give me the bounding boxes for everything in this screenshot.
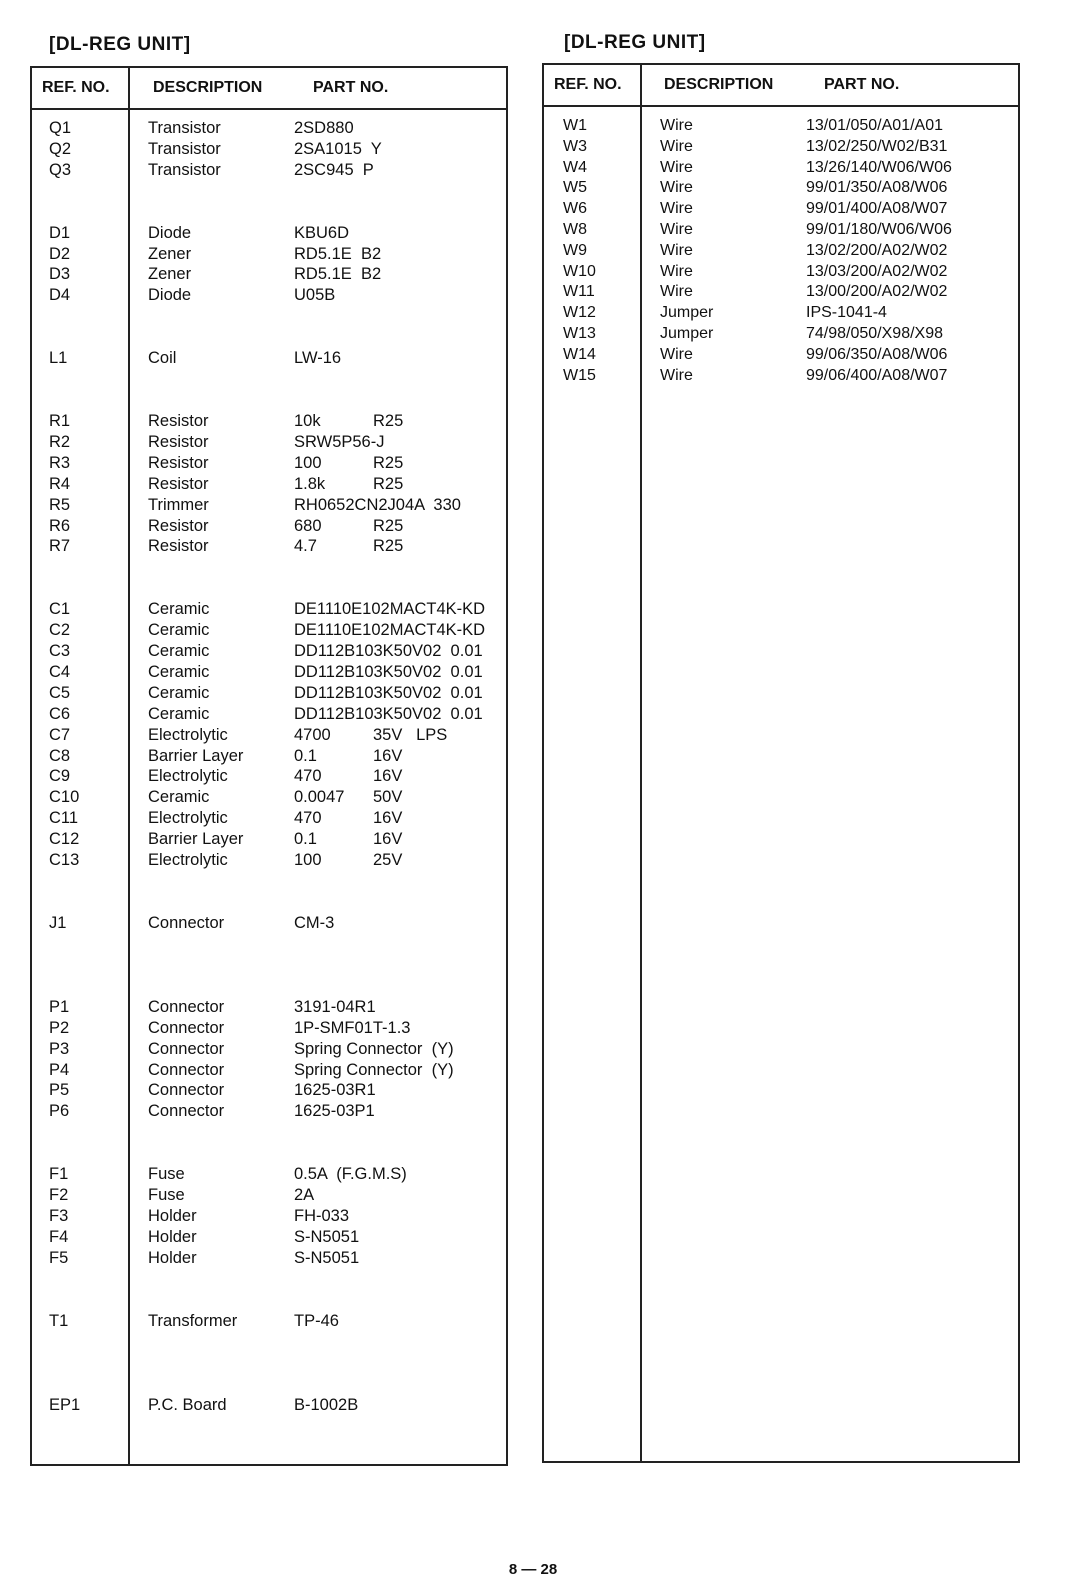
part-no-cell: 13/00/200/A02/W02 [806, 283, 948, 301]
ref-no-cell: R5 [49, 495, 71, 514]
table-header [544, 65, 1018, 107]
part-no-cell: TP-46 [294, 1311, 339, 1330]
description-cell: Wire [660, 345, 693, 363]
part-no-cell: DD112B103K50V02 0.01 [294, 704, 483, 723]
ref-no-cell: J1 [49, 913, 67, 932]
part-rating-cell: R25 [373, 412, 404, 431]
part-no-cell: 99/06/350/A08/W06 [806, 345, 948, 363]
right-table-body [544, 117, 1018, 387]
description-cell: Wire [660, 241, 693, 259]
ref-no-cell: Q1 [49, 119, 72, 137]
group-spacer [32, 872, 506, 914]
part-no-cell: 1625-03P1 [294, 1102, 375, 1121]
group-spacer [32, 1333, 506, 1396]
description-cell: Diode [148, 223, 192, 242]
table-row [32, 1396, 506, 1417]
part-no-cell: 0.1 [294, 830, 317, 849]
description-cell: Electrolytic [148, 809, 228, 828]
ref-no-cell: R3 [49, 453, 71, 472]
ref-no-cell: C4 [49, 663, 71, 682]
table-row [32, 851, 506, 872]
group-spacer [32, 182, 506, 224]
description-cell: Zener [148, 265, 192, 284]
table-row [32, 600, 506, 621]
part-no-cell: 4700 [294, 725, 331, 744]
description-cell: Electrolytic [148, 725, 228, 744]
description-cell: P.C. Board [148, 1395, 227, 1414]
group-spacer [32, 307, 506, 349]
description-cell: Connector [148, 1039, 225, 1058]
description-cell: Resistor [148, 537, 209, 556]
description-cell: Wire [660, 117, 693, 134]
group-spacer [32, 370, 506, 412]
part-no-cell: RD5.1E B2 [294, 265, 382, 284]
ref-no-cell: W13 [563, 324, 596, 342]
ref-no-cell: W10 [563, 262, 596, 280]
ref-no-cell: D1 [49, 223, 71, 242]
table-row [32, 1081, 506, 1102]
ref-no-cell: P3 [49, 1039, 70, 1058]
left-parts-table [30, 66, 508, 1466]
part-no-cell: KBU6D [294, 223, 350, 242]
table-row [32, 1102, 506, 1123]
table-row [32, 767, 506, 788]
ref-no-cell: F5 [49, 1248, 69, 1267]
ref-no-cell: W1 [563, 117, 587, 134]
ref-no-cell: R2 [49, 433, 71, 452]
description-cell: Transformer [148, 1311, 238, 1330]
left-unit-title: [DL-REG UNIT] [49, 34, 191, 55]
part-rating-cell: 16V [373, 746, 403, 765]
part-no-cell: 0.5A (F.G.M.S) [294, 1165, 407, 1184]
ref-no-cell: R1 [49, 412, 71, 431]
ref-no-cell: P1 [49, 997, 70, 1016]
part-no-cell: RH0652CN2J04A 330 [294, 495, 461, 514]
description-cell: Wire [660, 283, 693, 301]
ref-no-cell: C2 [49, 621, 71, 640]
description-cell: Wire [660, 200, 693, 218]
table-row [32, 161, 506, 182]
part-rating-cell: 25V [373, 851, 403, 870]
ref-no-cell: P5 [49, 1081, 70, 1100]
description-cell: Holder [148, 1248, 197, 1267]
description-cell: Resistor [148, 453, 209, 472]
ref-no-cell: D3 [49, 265, 71, 284]
description-cell: Diode [148, 286, 192, 305]
table-row [32, 642, 506, 663]
table-row [32, 809, 506, 830]
ref-no-cell: C1 [49, 600, 71, 619]
description-cell: Resistor [148, 516, 209, 535]
part-rating-cell: R25 [373, 453, 404, 472]
description-cell: Trimmer [148, 495, 209, 514]
description-cell: Connector [148, 1102, 225, 1121]
table-row [32, 1040, 506, 1061]
ref-no-cell: P2 [49, 1018, 70, 1037]
part-no-cell: 4.7 [294, 537, 317, 556]
part-no-cell: 3191-04R1 [294, 997, 376, 1016]
part-no-cell: 13/03/200/A02/W02 [806, 262, 948, 280]
description-cell: Barrier Layer [148, 830, 244, 849]
description-cell: Transistor [148, 119, 221, 137]
ref-no-cell: F4 [49, 1227, 69, 1246]
table-row [32, 1019, 506, 1040]
ref-no-cell: C3 [49, 642, 71, 661]
part-no-cell: 2SD880 [294, 119, 354, 137]
header-ref-no: REF. NO. [554, 76, 622, 93]
part-no-cell: B-1002B [294, 1395, 359, 1414]
part-no-cell: 13/02/250/W02/B31 [806, 137, 948, 155]
description-cell: Transistor [148, 160, 221, 179]
table-row [32, 684, 506, 705]
description-cell: Barrier Layer [148, 746, 244, 765]
part-no-cell: 470 [294, 809, 322, 828]
table-row [32, 747, 506, 768]
part-no-cell: SRW5P56-J [294, 433, 385, 452]
description-cell: Coil [148, 349, 177, 368]
part-no-cell: 2SC945 P [294, 160, 374, 179]
table-row [32, 537, 506, 558]
ref-no-cell: Q2 [49, 139, 72, 158]
part-no-cell: DD112B103K50V02 0.01 [294, 642, 483, 661]
ref-no-cell: W8 [563, 220, 587, 238]
part-no-cell: DD112B103K50V02 0.01 [294, 663, 483, 682]
description-cell: Connector [148, 1060, 225, 1079]
table-row [32, 1207, 506, 1228]
part-rating-cell: 16V [373, 830, 403, 849]
table-row [32, 1228, 506, 1249]
table-row [544, 346, 1018, 367]
description-cell: Jumper [660, 324, 714, 342]
description-cell: Electrolytic [148, 767, 228, 786]
table-row [32, 1061, 506, 1082]
description-cell: Wire [660, 179, 693, 197]
table-row [32, 140, 506, 161]
part-rating-cell: 16V [373, 767, 403, 786]
table-row [32, 788, 506, 809]
page-number: 8 — 28 [508, 1561, 558, 1578]
table-row [32, 705, 506, 726]
description-cell: Resistor [148, 412, 209, 431]
group-spacer [32, 1270, 506, 1312]
part-no-cell: CM-3 [294, 913, 335, 932]
ref-no-cell: L1 [49, 349, 68, 368]
part-no-cell: 99/01/400/A08/W07 [806, 200, 948, 218]
description-cell: Holder [148, 1206, 197, 1225]
description-cell: Ceramic [148, 642, 210, 661]
group-spacer [32, 558, 506, 600]
description-cell: Resistor [148, 433, 209, 452]
part-no-cell: 1625-03R1 [294, 1081, 376, 1100]
table-row [32, 1165, 506, 1186]
part-no-cell: U05B [294, 286, 336, 305]
part-no-cell: 13/26/140/W06/W06 [806, 158, 952, 176]
part-no-cell: LW-16 [294, 349, 342, 368]
ref-no-cell: W4 [563, 158, 587, 176]
part-no-cell: Spring Connector (Y) [294, 1039, 454, 1058]
table-row [544, 138, 1018, 159]
ref-no-cell: C7 [49, 725, 71, 744]
part-no-cell: 470 [294, 767, 322, 786]
part-no-cell: 13/02/200/A02/W02 [806, 241, 948, 259]
table-row [544, 283, 1018, 304]
description-cell: Ceramic [148, 683, 210, 702]
ref-no-cell: C13 [49, 851, 80, 870]
table-row [32, 245, 506, 266]
part-no-cell: FH-033 [294, 1206, 350, 1225]
table-row [544, 200, 1018, 221]
table-row [544, 367, 1018, 388]
part-no-cell: 13/01/050/A01/A01 [806, 117, 944, 134]
table-row [32, 914, 506, 935]
table-row [544, 159, 1018, 180]
ref-no-cell: C10 [49, 788, 80, 807]
ref-no-cell: R4 [49, 474, 71, 493]
table-header [32, 68, 506, 110]
description-cell: Ceramic [148, 663, 210, 682]
part-no-cell: 0.0047 [294, 788, 345, 807]
description-cell: Wire [660, 220, 693, 238]
part-no-cell: 1P-SMF01T-1.3 [294, 1018, 411, 1037]
ref-no-cell: C5 [49, 683, 71, 702]
part-no-cell: S-N5051 [294, 1227, 360, 1246]
header-description: DESCRIPTION [664, 76, 774, 93]
description-cell: Fuse [148, 1186, 185, 1205]
part-no-cell: Spring Connector (Y) [294, 1060, 454, 1079]
part-no-cell: DD112B103K50V02 0.01 [294, 683, 483, 702]
description-cell: Fuse [148, 1165, 185, 1184]
table-row [32, 433, 506, 454]
table-row [32, 1186, 506, 1207]
part-no-cell: 0.1 [294, 746, 317, 765]
part-no-cell: 2SA1015 Y [294, 139, 382, 158]
part-no-cell: IPS-1041-4 [806, 304, 887, 322]
part-no-cell: 1.8k [294, 474, 326, 493]
ref-no-cell: R7 [49, 537, 71, 556]
part-rating-cell: 50V [373, 788, 403, 807]
description-cell: Connector [148, 1081, 225, 1100]
ref-no-cell: P4 [49, 1060, 70, 1079]
header-part-no: PART NO. [313, 79, 389, 96]
ref-no-cell: W5 [563, 179, 587, 197]
table-row [32, 1249, 506, 1270]
part-no-cell: 99/06/400/A08/W07 [806, 366, 948, 384]
table-row [544, 325, 1018, 346]
ref-no-cell: W11 [563, 283, 595, 301]
ref-no-cell: W6 [563, 200, 587, 218]
part-no-cell: 100 [294, 453, 322, 472]
description-cell: Connector [148, 1018, 225, 1037]
ref-no-cell: C12 [49, 830, 80, 849]
ref-no-cell: D2 [49, 244, 71, 263]
part-no-cell: S-N5051 [294, 1248, 360, 1267]
ref-no-cell: C6 [49, 704, 71, 723]
right-unit-title: [DL-REG UNIT] [564, 32, 706, 53]
table-row [32, 265, 506, 286]
description-cell: Wire [660, 158, 693, 176]
table-row [32, 621, 506, 642]
table-row [32, 454, 506, 475]
table-row [32, 496, 506, 517]
table-row [32, 1312, 506, 1333]
table-row [32, 726, 506, 747]
description-cell: Holder [148, 1227, 197, 1246]
ref-no-cell: T1 [49, 1311, 69, 1330]
part-no-cell: 74/98/050/X98/X98 [806, 324, 944, 342]
description-cell: Transistor [148, 139, 221, 158]
group-spacer [32, 1123, 506, 1165]
ref-no-cell: C9 [49, 767, 71, 786]
part-rating-cell: R25 [373, 537, 404, 556]
left-table-body [32, 119, 506, 1416]
ref-no-cell: C11 [49, 809, 79, 828]
description-cell: Ceramic [148, 788, 210, 807]
description-cell: Electrolytic [148, 851, 228, 870]
header-ref-no: REF. NO. [42, 79, 110, 96]
ref-no-cell: P6 [49, 1102, 70, 1121]
ref-no-cell: F2 [49, 1186, 69, 1205]
table-row [32, 224, 506, 245]
ref-no-cell: F1 [49, 1165, 69, 1184]
ref-no-cell: Q3 [49, 160, 72, 179]
description-cell: Jumper [660, 304, 714, 322]
ref-no-cell: W9 [563, 241, 587, 259]
description-cell: Ceramic [148, 704, 210, 723]
description-cell: Resistor [148, 474, 209, 493]
part-no-cell: 680 [294, 516, 322, 535]
table-row [32, 475, 506, 496]
part-no-cell: 10k [294, 412, 321, 431]
table-row [544, 117, 1018, 138]
description-cell: Wire [660, 366, 693, 384]
ref-no-cell: D4 [49, 286, 71, 305]
table-row [544, 242, 1018, 263]
table-row [32, 663, 506, 684]
ref-no-cell: C8 [49, 746, 71, 765]
table-row [32, 119, 506, 140]
header-description: DESCRIPTION [153, 79, 263, 96]
ref-no-cell: EP1 [49, 1395, 81, 1414]
part-no-cell: DE1110E102MACT4K-KD [294, 621, 486, 640]
description-cell: Wire [660, 262, 693, 280]
table-row [32, 349, 506, 370]
part-no-cell: RD5.1E B2 [294, 244, 382, 263]
part-no-cell: 99/01/350/A08/W06 [806, 179, 948, 197]
ref-no-cell: W14 [563, 345, 596, 363]
description-cell: Zener [148, 244, 192, 263]
part-rating-cell: 16V [373, 809, 403, 828]
table-row [32, 830, 506, 851]
ref-no-cell: W12 [563, 304, 596, 322]
part-rating-cell: 35V LPS [373, 725, 448, 744]
right-parts-table [542, 63, 1020, 1463]
description-cell: Connector [148, 913, 225, 932]
table-row [544, 304, 1018, 325]
table-row [544, 179, 1018, 200]
ref-no-cell: R6 [49, 516, 71, 535]
description-cell: Ceramic [148, 621, 210, 640]
part-rating-cell: R25 [373, 516, 404, 535]
description-cell: Connector [148, 997, 225, 1016]
part-rating-cell: R25 [373, 474, 404, 493]
description-cell: Wire [660, 137, 693, 155]
table-row [544, 263, 1018, 284]
part-no-cell: 99/01/180/W06/W06 [806, 220, 952, 238]
table-row [32, 998, 506, 1019]
ref-no-cell: W15 [563, 366, 596, 384]
ref-no-cell: W3 [563, 137, 587, 155]
description-cell: Ceramic [148, 600, 210, 619]
table-row [544, 221, 1018, 242]
table-row [32, 517, 506, 538]
part-no-cell: DE1110E102MACT4K-KD [294, 600, 486, 619]
table-row [32, 412, 506, 433]
ref-no-cell: F3 [49, 1206, 69, 1225]
part-no-cell: 100 [294, 851, 322, 870]
group-spacer [32, 935, 506, 998]
table-row [32, 286, 506, 307]
header-part-no: PART NO. [824, 76, 900, 93]
part-no-cell: 2A [294, 1186, 315, 1205]
